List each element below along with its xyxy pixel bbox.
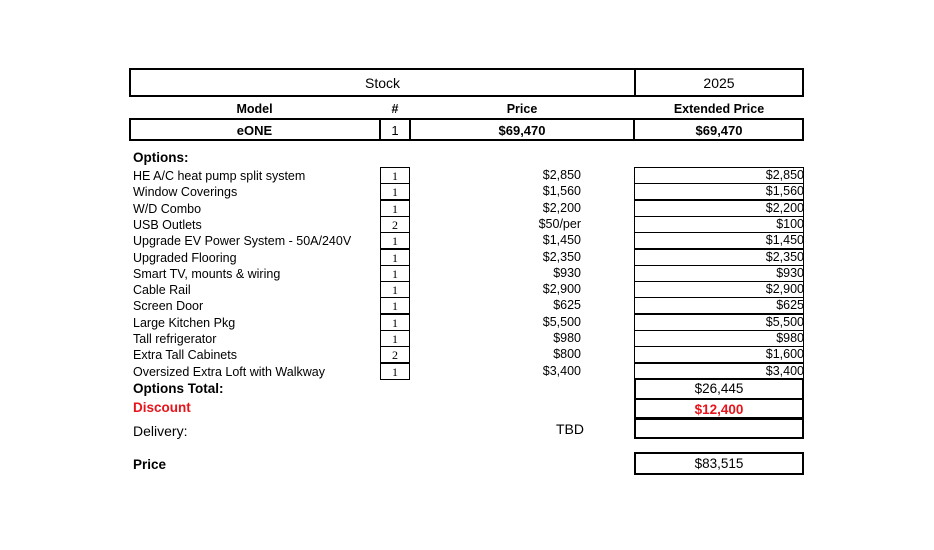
option-price: $2,350: [542, 250, 581, 264]
model-price: $69,470: [498, 123, 546, 138]
option-price: $625: [553, 298, 581, 312]
option-extended-price: $1,450: [765, 233, 804, 247]
option-extended-price: $2,850: [765, 168, 804, 182]
option-label: Upgrade EV Power System - 50A/240V: [133, 234, 352, 248]
option-extended-price: $930: [776, 266, 804, 280]
option-label: Window Coverings: [133, 185, 238, 199]
option-label: Oversized Extra Loft with Walkway: [133, 365, 325, 379]
option-label: Tall refrigerator: [133, 332, 217, 346]
option-price: $1,560: [542, 184, 581, 198]
option-extended-price: $980: [776, 331, 804, 345]
option-extended-price: $2,200: [765, 201, 804, 215]
option-price: $5,500: [542, 315, 581, 329]
option-label: Screen Door: [133, 299, 204, 313]
option-price: $2,850: [542, 168, 581, 182]
discount-label: Discount: [133, 400, 191, 415]
option-extended-price: $100: [776, 217, 804, 231]
option-qty: 1: [392, 332, 398, 346]
stock-label: Stock: [364, 75, 400, 91]
column-model: Model: [236, 102, 273, 116]
option-extended-price: $625: [776, 298, 804, 312]
option-label: Smart TV, mounts & wiring: [133, 267, 281, 281]
option-price: $1,450: [542, 233, 581, 247]
option-extended-price: $2,900: [765, 282, 804, 296]
option-extended-price: $5,500: [765, 315, 804, 329]
delivery-extended-cell: [634, 418, 804, 439]
option-extended-price: $3,400: [765, 364, 804, 378]
option-price: $2,900: [542, 282, 581, 296]
option-label: Extra Tall Cabinets: [133, 348, 237, 362]
option-qty: 1: [392, 365, 398, 379]
option-qty: 1: [392, 299, 398, 313]
option-qty: 2: [392, 218, 398, 232]
delivery-value: TBD: [556, 421, 584, 437]
column-extended-price: Extended Price: [673, 102, 765, 116]
discount-value: $12,400: [694, 402, 744, 417]
option-label: USB Outlets: [133, 218, 202, 232]
column-qty: #: [391, 102, 399, 116]
model-extended-price: $69,470: [695, 123, 743, 138]
option-extended-price: $2,350: [765, 250, 804, 264]
option-qty: 1: [392, 251, 398, 265]
option-qty: 1: [392, 169, 398, 183]
price-value: $83,515: [694, 456, 744, 471]
options-title: Options:: [133, 150, 189, 165]
option-qty: 2: [392, 348, 398, 362]
column-price: Price: [506, 102, 538, 116]
delivery-label: Delivery:: [133, 423, 188, 439]
option-price: $2,200: [542, 201, 581, 215]
options-total-value: $26,445: [694, 381, 744, 396]
option-qty: 1: [392, 185, 398, 199]
option-label: Large Kitchen Pkg: [133, 316, 236, 330]
option-price: $800: [553, 347, 581, 361]
option-label: Upgraded Flooring: [133, 251, 237, 265]
option-price: $3,400: [542, 364, 581, 378]
option-price: $930: [553, 266, 581, 280]
option-qty: 1: [392, 267, 398, 281]
option-qty: 1: [392, 316, 398, 330]
option-label: HE A/C heat pump split system: [133, 169, 306, 183]
year-label: 2025: [703, 75, 735, 91]
model-qty: 1: [391, 123, 399, 138]
price-label: Price: [133, 457, 167, 472]
option-qty: 1: [392, 283, 398, 297]
option-extended-price: $1,560: [765, 184, 804, 198]
option-label: Cable Rail: [133, 283, 191, 297]
options-total-label: Options Total:: [133, 381, 224, 396]
option-qty: 1: [392, 202, 398, 216]
model-name: eONE: [236, 123, 273, 138]
option-qty: 1: [392, 234, 398, 248]
option-price: $980: [553, 331, 581, 345]
option-extended-price: $1,600: [765, 347, 804, 361]
option-label: W/D Combo: [133, 202, 202, 216]
option-price: $50/per: [538, 217, 581, 231]
